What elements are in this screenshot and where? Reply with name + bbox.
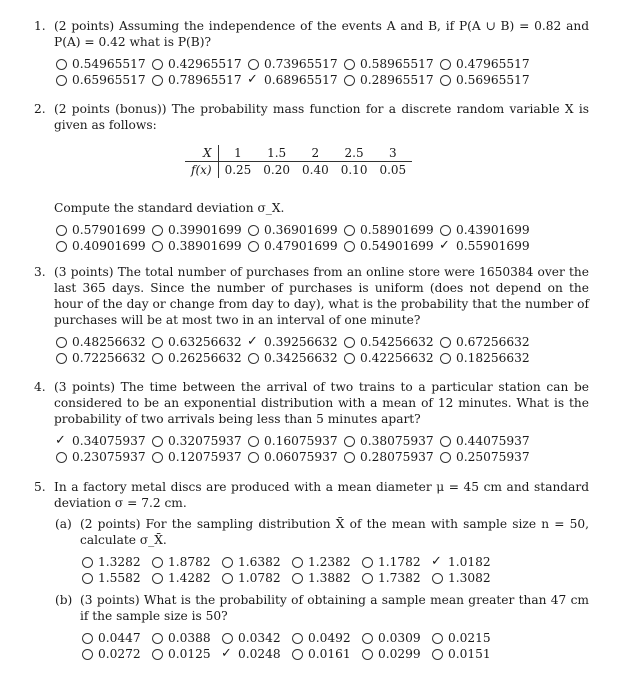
radio-icon[interactable] (246, 434, 260, 448)
radio-icon[interactable] (246, 351, 260, 365)
radio-icon[interactable] (246, 450, 260, 464)
question-text: (2 points) For the sampling distribution X̄ of the mean with sample size n = 50, calculate σ_X̄. (80, 517, 589, 547)
radio-icon[interactable] (80, 647, 94, 661)
radio-icon[interactable] (360, 631, 374, 645)
option-value: 0.0125 (168, 647, 211, 661)
answer-option[interactable] (246, 449, 342, 465)
radio-icon[interactable] (290, 571, 304, 585)
answer-option[interactable] (54, 238, 150, 254)
answer-option[interactable] (290, 570, 360, 586)
options-row (54, 449, 589, 465)
answer-option[interactable] (80, 646, 150, 662)
question-text: (2 points (bonus)) The probability mass function for a discrete random variable X is given as follows: (54, 102, 589, 132)
answer-options (54, 56, 589, 88)
question-2-prompt-block (34, 200, 589, 254)
option-value: 0.39901699 (168, 223, 242, 237)
option-value: 0.40901699 (72, 239, 146, 253)
answer-option[interactable] (342, 56, 438, 72)
radio-icon[interactable] (438, 223, 452, 237)
options-row (54, 334, 589, 350)
answer-option[interactable] (438, 350, 534, 366)
option-value: 0.28075937 (360, 450, 434, 464)
radio-icon[interactable] (290, 555, 304, 569)
radio-icon[interactable] (150, 434, 164, 448)
question-text: (2 points) Assuming the independence of the events A and B, if P(A ∪ B) = 0.82 and P(A) = 0.42 what is P(B)? (54, 19, 589, 49)
radio-icon[interactable] (54, 239, 68, 253)
option-value: 0.58901699 (360, 223, 434, 237)
radio-icon[interactable] (220, 555, 234, 569)
option-value: 0.54901699 (360, 239, 434, 253)
table-cell: 0.20 (263, 163, 291, 177)
option-value: 0.42965517 (168, 57, 242, 71)
table-cell: 3 (373, 145, 412, 162)
table-cell: 0.05 (379, 163, 407, 177)
option-value: 0.0299 (378, 647, 421, 661)
option-value: 0.0342 (238, 631, 281, 645)
answer-option[interactable] (438, 334, 534, 350)
radio-icon[interactable] (220, 631, 234, 645)
option-value: 0.0447 (98, 631, 141, 645)
radio-icon[interactable] (150, 223, 164, 237)
answer-option[interactable] (246, 222, 342, 238)
table-cell: 2 (296, 145, 335, 162)
answer-option[interactable] (150, 449, 246, 465)
question-number: 2. (34, 102, 46, 116)
option-value: 1.4282 (168, 571, 211, 585)
options-row (54, 222, 589, 238)
answer-option[interactable] (150, 238, 246, 254)
answer-option[interactable] (54, 350, 150, 366)
radio-icon[interactable] (430, 571, 444, 585)
question-text: (3 points) The total number of purchases from an online store were 1650384 over the last 365 days. Since the number of purchases is uniform (does not depend on the hour of the day or change from day to day), what is the probability that the number of purchases will be at most two in an interval of one minute? (54, 265, 589, 327)
answer-option[interactable] (342, 350, 438, 366)
table-header-f: f(x) (185, 162, 218, 179)
answer-option[interactable] (150, 350, 246, 366)
radio-icon[interactable] (150, 631, 164, 645)
option-value: 0.55901699 (456, 239, 530, 253)
radio-icon[interactable] (54, 223, 68, 237)
answer-option[interactable] (54, 334, 150, 350)
question-number: 1. (34, 19, 46, 33)
radio-icon[interactable] (430, 631, 444, 645)
answer-option[interactable] (150, 646, 220, 662)
answer-option[interactable] (430, 646, 500, 662)
radio-icon[interactable] (438, 434, 452, 448)
radio-icon[interactable] (150, 335, 164, 349)
question-text: (3 points) The time between the arrival of two trains to a particular station can be considered to be an exponential distribution with a mean of 12 minutes. What is the probability of two arrivals being less than 5 minutes apart? (54, 380, 589, 426)
answer-option[interactable] (438, 72, 534, 88)
table-header-x: X (185, 145, 218, 162)
option-value: 0.48256632 (72, 335, 146, 349)
answer-option[interactable] (246, 56, 342, 72)
radio-icon[interactable] (438, 351, 452, 365)
option-value: 0.26256632 (168, 351, 242, 365)
question-text: In a factory metal discs are produced with a mean diameter μ = 45 cm and standard deviation σ = 7.2 cm. (54, 480, 589, 510)
radio-icon[interactable] (150, 647, 164, 661)
radio-icon[interactable] (150, 450, 164, 464)
question-3 (34, 264, 589, 366)
radio-icon[interactable] (342, 57, 356, 71)
option-value: 0.0151 (448, 647, 491, 661)
options-row (80, 630, 589, 646)
option-value: 0.36901699 (264, 223, 338, 237)
checkmark-icon[interactable] (54, 434, 68, 448)
table-cell: 1.5 (257, 145, 296, 162)
radio-icon[interactable] (80, 571, 94, 585)
answer-option-checked[interactable] (246, 334, 342, 350)
option-value: 0.44075937 (456, 434, 530, 448)
checkmark-icon[interactable] (430, 555, 444, 569)
answer-option-checked[interactable] (246, 72, 342, 88)
question-number: 4. (34, 380, 46, 394)
answer-options (80, 630, 589, 662)
radio-icon[interactable] (342, 351, 356, 365)
option-value: 0.39256632 (264, 335, 338, 349)
answer-option[interactable] (438, 222, 534, 238)
answer-option[interactable] (150, 56, 246, 72)
option-value: 0.68965517 (264, 73, 338, 87)
option-value: 0.42256632 (360, 351, 434, 365)
radio-icon[interactable] (342, 223, 356, 237)
option-value: 1.8782 (168, 555, 211, 569)
option-value: 0.28965517 (360, 73, 434, 87)
answer-option[interactable] (360, 630, 430, 646)
table-cell: 0.10 (340, 163, 368, 177)
question-prompt: Compute the standard deviation σ_X. (54, 201, 285, 215)
table-cell: 1 (218, 145, 257, 162)
answer-option[interactable] (246, 238, 342, 254)
table-cell: 0.40 (302, 163, 329, 177)
option-value: 0.47965517 (456, 57, 530, 71)
answer-option[interactable] (150, 334, 246, 350)
radio-icon[interactable] (342, 434, 356, 448)
radio-icon[interactable] (150, 239, 164, 253)
answer-option[interactable] (290, 630, 360, 646)
option-value: 0.16075937 (264, 434, 338, 448)
answer-option[interactable] (220, 630, 290, 646)
checkmark-icon[interactable] (220, 647, 234, 661)
question-5a (55, 516, 589, 586)
answer-option[interactable] (438, 56, 534, 72)
option-value: 0.0272 (98, 647, 141, 661)
options-row (54, 350, 589, 366)
option-value: 1.3282 (98, 555, 141, 569)
checkmark-icon[interactable] (438, 239, 452, 253)
answer-option[interactable] (360, 570, 430, 586)
option-value: 0.38075937 (360, 434, 434, 448)
option-value: 1.1782 (378, 555, 421, 569)
option-value: 0.0161 (308, 647, 351, 661)
question-number: 5. (34, 480, 46, 494)
radio-icon[interactable] (54, 351, 68, 365)
options-row (54, 56, 589, 72)
question-5b (55, 592, 589, 662)
radio-icon[interactable] (430, 647, 444, 661)
option-value: 1.0182 (448, 555, 491, 569)
radio-icon[interactable] (246, 223, 260, 237)
radio-icon[interactable] (80, 631, 94, 645)
answer-option-checked[interactable] (438, 238, 534, 254)
radio-icon[interactable] (290, 647, 304, 661)
question-4 (34, 379, 589, 465)
option-value: 0.0248 (238, 647, 281, 661)
question-number: 3. (34, 265, 46, 279)
option-value: 0.54965517 (72, 57, 146, 71)
radio-icon[interactable] (150, 571, 164, 585)
option-value: 1.5582 (98, 571, 141, 585)
option-value: 1.7382 (378, 571, 421, 585)
answer-option[interactable] (430, 570, 500, 586)
answer-option-checked[interactable] (430, 554, 500, 570)
answer-option[interactable] (54, 222, 150, 238)
answer-option[interactable] (54, 449, 150, 465)
option-value: 0.78965517 (168, 73, 242, 87)
answer-option[interactable] (290, 646, 360, 662)
answer-options (54, 222, 589, 254)
answer-option[interactable] (342, 449, 438, 465)
option-value: 0.65965517 (72, 73, 146, 87)
answer-option[interactable] (54, 72, 150, 88)
option-value: 0.63256632 (168, 335, 242, 349)
radio-icon[interactable] (438, 335, 452, 349)
radio-icon[interactable] (80, 555, 94, 569)
radio-icon[interactable] (360, 647, 374, 661)
radio-icon[interactable] (150, 555, 164, 569)
answer-option[interactable] (360, 646, 430, 662)
option-value: 0.67256632 (456, 335, 530, 349)
subquestion-label: (a) (55, 517, 72, 531)
answer-option[interactable] (54, 56, 150, 72)
question-5 (34, 479, 589, 511)
option-value: 0.73965517 (264, 57, 338, 71)
answer-option[interactable] (150, 630, 220, 646)
radio-icon[interactable] (342, 450, 356, 464)
answer-option[interactable] (150, 72, 246, 88)
options-row (54, 433, 589, 449)
pmf-table (185, 145, 412, 178)
radio-icon[interactable] (54, 450, 68, 464)
radio-icon[interactable] (54, 57, 68, 71)
radio-icon[interactable] (150, 351, 164, 365)
answer-option-checked[interactable] (220, 646, 290, 662)
question-text: (3 points) What is the probability of obtaining a sample mean greater than 47 cm if the sample size is 50? (80, 593, 589, 623)
answer-options (54, 334, 589, 366)
radio-icon[interactable] (342, 73, 356, 87)
option-value: 0.34075937 (72, 434, 146, 448)
option-value: 0.12075937 (168, 450, 242, 464)
answer-option[interactable] (342, 238, 438, 254)
option-value: 0.58965517 (360, 57, 434, 71)
radio-icon[interactable] (54, 73, 68, 87)
answer-option[interactable] (80, 554, 150, 570)
option-value: 1.3882 (308, 571, 351, 585)
option-value: 0.32075937 (168, 434, 242, 448)
option-value: 0.0309 (378, 631, 421, 645)
table-cell: 2.5 (335, 145, 374, 162)
radio-icon[interactable] (246, 239, 260, 253)
answer-options (80, 554, 589, 586)
radio-icon[interactable] (342, 335, 356, 349)
radio-icon[interactable] (220, 571, 234, 585)
answer-option[interactable] (342, 222, 438, 238)
checkmark-icon[interactable] (246, 73, 260, 87)
option-value: 0.0388 (168, 631, 211, 645)
answer-option[interactable] (220, 570, 290, 586)
answer-option[interactable] (220, 554, 290, 570)
option-value: 0.34256632 (264, 351, 338, 365)
answer-option[interactable] (150, 554, 220, 570)
checkmark-icon[interactable] (246, 335, 260, 349)
option-value: 0.43901699 (456, 223, 530, 237)
option-value: 0.06075937 (264, 450, 338, 464)
answer-option[interactable] (150, 222, 246, 238)
options-row (80, 646, 589, 662)
radio-icon[interactable] (290, 631, 304, 645)
radio-icon[interactable] (360, 571, 374, 585)
radio-icon[interactable] (360, 555, 374, 569)
question-1 (34, 18, 589, 88)
option-value: 0.72256632 (72, 351, 146, 365)
option-value: 0.18256632 (456, 351, 530, 365)
option-value: 0.25075937 (456, 450, 530, 464)
option-value: 0.56965517 (456, 73, 530, 87)
subquestion-label: (b) (55, 593, 73, 607)
options-row (80, 554, 589, 570)
option-value: 0.54256632 (360, 335, 434, 349)
answer-options (54, 433, 589, 465)
radio-icon[interactable] (438, 73, 452, 87)
radio-icon[interactable] (438, 57, 452, 71)
answer-option[interactable] (342, 72, 438, 88)
answer-option[interactable] (342, 334, 438, 350)
option-value: 0.57901699 (72, 223, 146, 237)
answer-option-checked[interactable] (54, 433, 150, 449)
radio-icon[interactable] (342, 239, 356, 253)
answer-option[interactable] (430, 630, 500, 646)
options-row (80, 570, 589, 586)
options-row (54, 238, 589, 254)
radio-icon[interactable] (246, 57, 260, 71)
answer-option[interactable] (246, 433, 342, 449)
options-row (54, 72, 589, 88)
radio-icon[interactable] (438, 450, 452, 464)
answer-option[interactable] (360, 554, 430, 570)
answer-option[interactable] (150, 570, 220, 586)
answer-option[interactable] (80, 630, 150, 646)
answer-option[interactable] (290, 554, 360, 570)
option-value: 0.23075937 (72, 450, 146, 464)
option-value: 0.47901699 (264, 239, 338, 253)
question-2 (34, 101, 589, 133)
option-value: 1.2382 (308, 555, 351, 569)
answer-option[interactable] (246, 350, 342, 366)
answer-option[interactable] (150, 433, 246, 449)
radio-icon[interactable] (150, 73, 164, 87)
option-value: 0.38901699 (168, 239, 242, 253)
answer-option[interactable] (438, 449, 534, 465)
option-value: 1.6382 (238, 555, 281, 569)
answer-option[interactable] (342, 433, 438, 449)
answer-option[interactable] (80, 570, 150, 586)
option-value: 0.0215 (448, 631, 491, 645)
radio-icon[interactable] (150, 57, 164, 71)
option-value: 1.0782 (238, 571, 281, 585)
answer-option[interactable] (438, 433, 534, 449)
option-value: 1.3082 (448, 571, 491, 585)
option-value: 0.0492 (308, 631, 351, 645)
radio-icon[interactable] (54, 335, 68, 349)
table-cell: 0.25 (224, 163, 252, 177)
